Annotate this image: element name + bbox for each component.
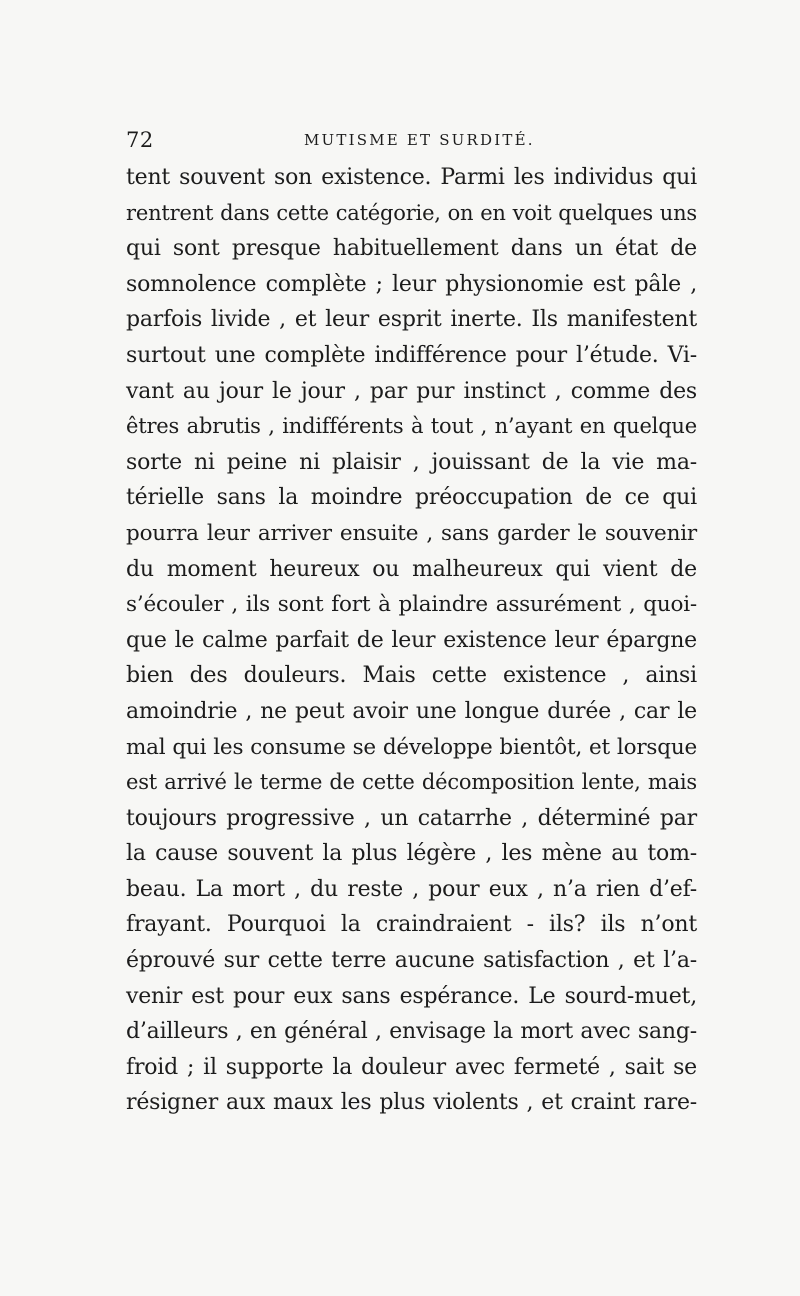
text-line: beau. La mort , du reste , pour eux , n’a rien d’ef- bbox=[126, 876, 697, 902]
text-line: s’écouler , ils sont fort à plaindre assurément , quoi- bbox=[126, 592, 697, 618]
text-line: est arrivé le terme de cette décomposition lente, mais bbox=[126, 770, 697, 795]
text-line: rentrent dans cette catégorie, on en voit quelques uns bbox=[126, 200, 697, 225]
page-header bbox=[124, 128, 694, 154]
text-line: froid ; il supporte la douleur avec fermeté , sait se bbox=[126, 1054, 697, 1080]
text-line: térielle sans la moindre préoccupation de ce qui bbox=[126, 485, 697, 511]
text-line: toujours progressive , un catarrhe , déterminé par bbox=[126, 805, 697, 831]
text-line: la cause souvent la plus légère , les mène au tom- bbox=[126, 841, 697, 867]
text-line: mal qui les consume se développe bientôt, et lorsque bbox=[126, 734, 697, 760]
text-line: du moment heureux ou malheureux qui vient de bbox=[126, 556, 697, 582]
text-line: amoindrie , ne peut avoir une longue durée , car le bbox=[126, 698, 697, 724]
text-line: éprouvé sur cette terre aucune satisfaction , et l’a- bbox=[126, 948, 697, 974]
text-line: somnolence complète ; leur physionomie est pâle , bbox=[126, 271, 697, 297]
text-line: parfois livide , et leur esprit inerte. Ils manifestent bbox=[126, 307, 697, 333]
text-line: résigner aux maux les plus violents , et craint rare- bbox=[126, 1090, 697, 1116]
text-line: êtres abrutis , indifférents à tout , n’ayant en quelque bbox=[126, 414, 697, 439]
text-line: surtout une complète indifférence pour l’étude. Vi- bbox=[126, 342, 697, 368]
text-line: que le calme parfait de leur existence leur épargne bbox=[126, 627, 697, 653]
text-line: frayant. Pourquoi la craindraient - ils? ils n’ont bbox=[126, 912, 697, 938]
page-number: 72 bbox=[126, 128, 154, 152]
running-head: MUTISME ET SURDITÉ. bbox=[304, 131, 535, 149]
text-line: tent souvent son existence. Parmi les individus qui bbox=[126, 165, 697, 190]
text-line: bien des douleurs. Mais cette existence , ainsi bbox=[126, 663, 697, 689]
body-text bbox=[126, 160, 697, 1121]
text-line: qui sont presque habituellement dans un état de bbox=[126, 236, 697, 262]
text-line: venir est pour eux sans espérance. Le sourd-muet, bbox=[126, 983, 697, 1009]
text-line: vant au jour le jour , par pur instinct , comme des bbox=[126, 378, 697, 404]
text-line: pourra leur arriver ensuite , sans garder le souvenir bbox=[126, 520, 697, 546]
text-line: d’ailleurs , en général , envisage la mort avec sang- bbox=[126, 1019, 697, 1045]
text-line: sorte ni peine ni plaisir , jouissant de la vie ma- bbox=[126, 449, 697, 475]
